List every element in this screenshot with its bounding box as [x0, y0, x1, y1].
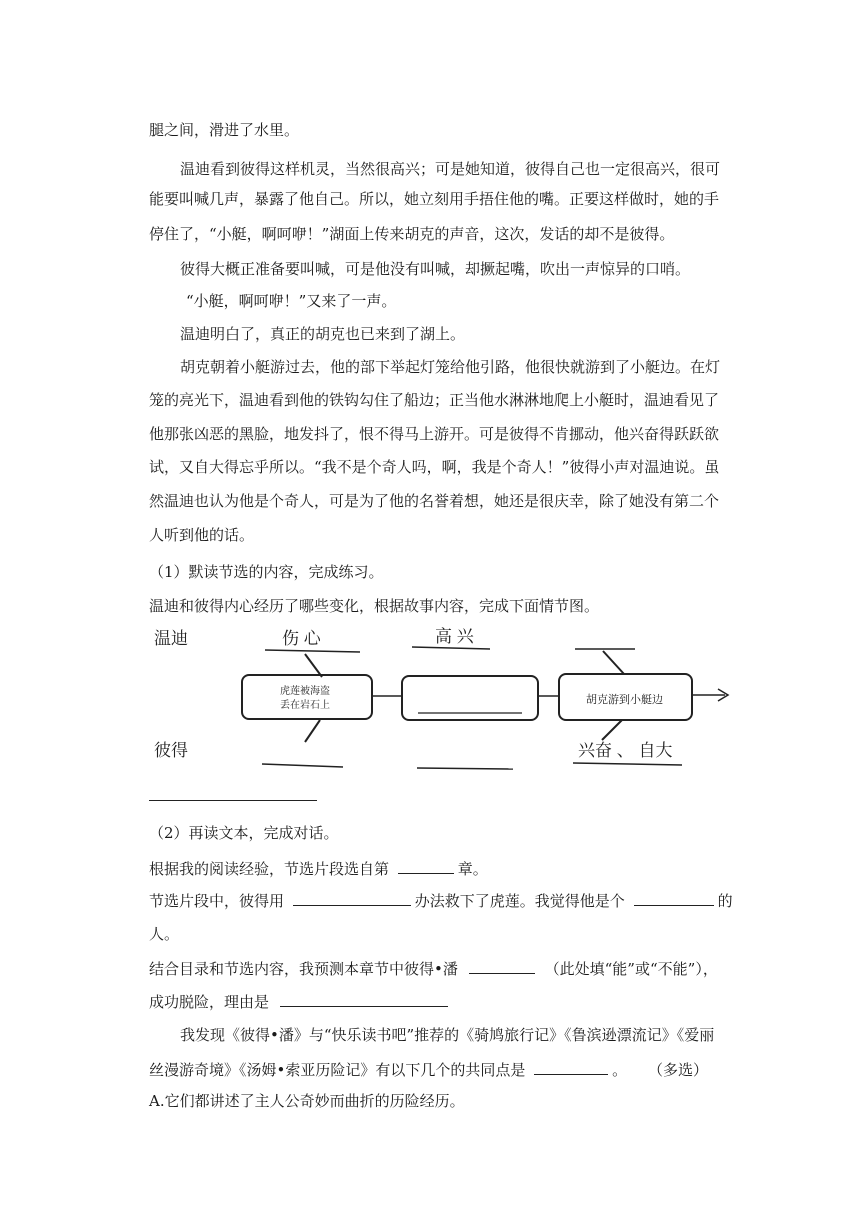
q2-line-2 — [149, 889, 733, 911]
q2-line-3 — [149, 957, 718, 979]
option-a[interactable]: A.它们都讲述了主人公奇妙而曲折的历险经历。 — [149, 1092, 465, 1110]
q2-line-1 — [149, 857, 488, 879]
q2-line-2-start: 节选片段中，彼得用 — [149, 892, 285, 910]
q2-line-3-start: 结合目录和节选内容，我预测本章节中彼得•潘 — [149, 960, 458, 978]
box-1-line-2: 丢在岩石上 — [280, 700, 330, 711]
top-label-1: 伤 心 — [282, 629, 321, 648]
paragraph-line: 他那张凶恶的黑脸，地发抖了，恨不得马上游开。可是彼得不肯挪动，他兴奋得跃跃欲 — [149, 425, 720, 443]
reason-blank[interactable] — [280, 990, 448, 1007]
bottom-line-2 — [417, 768, 513, 769]
q2-line-4-period: 。 — [612, 1061, 628, 1079]
method-blank[interactable] — [293, 889, 411, 906]
paragraph-line: 笼的亮光下，温迪看到他的铁钩勾住了船边；正当他水淋淋地爬上小艇时，温迪看见了 — [149, 391, 720, 409]
bottom-line-1 — [262, 764, 343, 767]
top-line-2 — [412, 647, 490, 649]
connector-bottom-3 — [602, 720, 622, 740]
box-3-label: 胡克游到小艇边 — [586, 694, 663, 706]
paragraph-line: 胡克朝着小艇游过去，他的部下举起灯笼给他引路，他很快就游到了小艇边。在灯 — [180, 358, 721, 376]
chapter-number-blank[interactable] — [398, 857, 454, 874]
paragraph-line: 温迪明白了，真正的胡克也已来到了湖上。 — [180, 325, 466, 343]
plot-box-1 — [242, 675, 372, 719]
paragraph-line: 腿之间，滑进了水里。 — [149, 121, 300, 139]
top-line-1 — [265, 650, 360, 652]
paragraph-line: 停住了，“小艇，啊呵咿！”湖面上传来胡克的声音，这次，发话的却不是彼得。 — [149, 225, 675, 243]
paragraph-line: 能要叫喊几声，暴露了他自己。所以，她立刻用手捂住他的嘴。正要这样做时，她的手 — [149, 190, 720, 208]
q2-line-2-end: 的 — [717, 892, 733, 910]
connector-top-1 — [305, 654, 322, 677]
q2-line-2-mid: 办法救下了虎莲。我觉得他是个 — [414, 892, 625, 910]
paragraph-line: 人听到他的话。 — [149, 526, 255, 544]
q2-line-2-cont: 人。 — [149, 925, 180, 943]
connector-bottom-1 — [305, 720, 320, 742]
q2-line-1-end: 章。 — [457, 860, 488, 878]
question-1-prompt: 温迪和彼得内心经历了哪些变化，根据故事内容，完成下面情节图。 — [149, 597, 600, 615]
question-1-title: （1）默读节选的内容，完成练习。 — [149, 563, 384, 581]
paragraph-line: 然温迪也认为他是个奇人，可是为了他的名誉着想，她还是很庆幸，除了她没有第二个 — [149, 492, 720, 510]
q2-line-3-cont — [149, 990, 448, 1012]
paragraph-line: 温迪看到彼得这样机灵，当然很高兴；可是她知道，彼得自己也一定很高兴，很可 — [180, 160, 721, 178]
q2-line-4: 我发现《彼得•潘》与“快乐读书吧”推荐的《骑鸠旅行记》《鲁滨逊漂流记》《爱丽 — [180, 1026, 715, 1044]
character-trait-blank[interactable] — [634, 889, 714, 906]
bottom-line-3 — [573, 763, 682, 765]
bottom-label-3: 兴奋 、 自大 — [578, 741, 673, 760]
q2-line-3-reason: 成功脱险，理由是 — [149, 993, 270, 1011]
connector-top-3 — [603, 651, 624, 674]
common-points-blank[interactable] — [534, 1058, 608, 1075]
answer-separator-line — [149, 800, 317, 801]
paragraph-line: 试，又自大得忘乎所以。“我不是个奇人吗，啊，我是个奇人！”彼得小声对温迪说。虽 — [149, 458, 720, 476]
plot-diagram — [150, 622, 740, 782]
box-1-line-1: 虎莲被海盗 — [280, 686, 330, 697]
peter-label: 彼得 — [154, 741, 188, 760]
paragraph-line: “小艇，啊呵咿！”又来了一声。 — [186, 292, 397, 310]
q2-line-1-start: 根据我的阅读经验，节选片段选自第 — [149, 860, 390, 878]
q2-line-4-cont — [149, 1058, 708, 1080]
multi-select-note: （多选） — [647, 1061, 708, 1079]
q2-line-3-end: （此处填“能”或“不能”）， — [544, 960, 718, 978]
wendy-label: 温迪 — [154, 629, 188, 648]
q2-line-4-text: 丝漫游奇境》《汤姆•索亚历险记》有以下几个的共同点是 — [149, 1061, 526, 1079]
top-label-2: 高 兴 — [435, 627, 474, 646]
can-or-cannot-blank[interactable] — [469, 957, 535, 974]
question-2-title: （2）再读文本，完成对话。 — [149, 824, 339, 842]
paragraph-line: 彼得大概正准备要叫喊，可是他没有叫喊，却撅起嘴，吹出一声惊异的口哨。 — [180, 260, 691, 278]
